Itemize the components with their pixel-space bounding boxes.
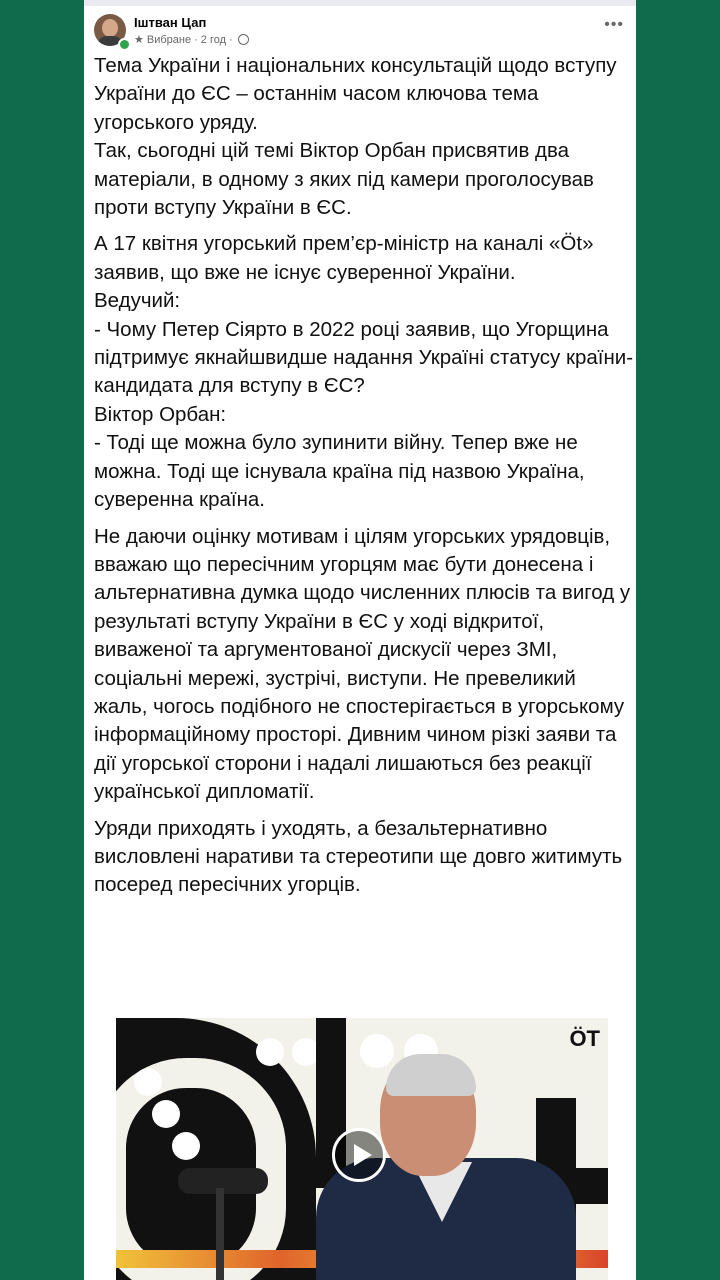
online-status-icon — [118, 38, 131, 51]
post-meta — [134, 33, 249, 46]
speaker-hair — [386, 1054, 476, 1096]
video-thumbnail[interactable] — [116, 1018, 608, 1280]
text-line: Ведучий: — [94, 289, 181, 313]
text-line: Віктор Орбан: — [94, 402, 227, 426]
post-card — [84, 0, 636, 1280]
play-triangle — [354, 1144, 372, 1166]
text-line: - Чому Петер Сіярто в 2022 році заявив, що Угорщина підтримує якнайшвидше надання Україні статусу країни-кандидата для вступу в ЄС? — [94, 317, 634, 398]
text-line: Тема України і національних консультацій щодо вступу України до ЄС – останнім часом ключова тема угорського уряду. — [94, 54, 617, 134]
text-line: Не даючи оцінку мотивам і цілям угорських урядовців, вважаю що пересічним угорцям має бути донесена і альтернативна думка щодо численних плюсів та вигод у результаті вступу України в ЄС у ході відкритої, виваженої та аргументованої дискусії через ЗМІ, соціальні мережі, зустрічі, виступи. Не превеликий жаль, чогось подібного не спостерігається в угорському інформаційному просторі. Дивним чином різкі заяви та дії угорської сторони і надалі лишаються без реакції української дипломатії. — [94, 524, 631, 804]
decor-dot — [134, 1068, 162, 1096]
text-line: - Тоді ще можна було зупинити війну. Тепер вже не можна. Тоді ще існувала країна під назвою Україна, суверенна країна. — [94, 431, 585, 512]
avatar-face — [102, 19, 118, 37]
paragraph — [94, 230, 634, 514]
text-line: Уряди приходять і уходять, а безальтернативно висловлені наративи та стереотипи ще довго житимуть посеред пересічних угорців. — [94, 816, 623, 897]
decor-dot — [172, 1132, 200, 1160]
post-header — [94, 14, 626, 50]
author-name[interactable]: Іштван Цап — [134, 15, 207, 30]
paragraph — [94, 815, 634, 900]
post-text — [94, 52, 634, 908]
channel-logo: ÖT — [569, 1026, 600, 1051]
microphone-stand — [216, 1188, 224, 1280]
more-options-icon[interactable]: ••• — [604, 16, 624, 33]
globe-icon — [238, 34, 249, 45]
meta-separator: · — [194, 33, 198, 46]
text-line: А 17 квітня угорський прем’єр-міністр на каналі «Öt» заявив, що вже не існує суверенної України. — [94, 232, 594, 284]
text-line: Так, сьогодні цій темі Віктор Орбан присвятив два матеріали, в одному з яких під камери проголосував проти вступу України в ЄС. — [94, 139, 594, 220]
meta-separator: · — [229, 33, 233, 46]
post-time[interactable]: 2 год — [200, 33, 227, 46]
favorites-label: Вибране — [146, 33, 192, 46]
paragraph — [94, 523, 634, 807]
decor-dot — [256, 1038, 284, 1066]
star-icon: ★ — [134, 34, 144, 46]
decor-dot — [152, 1100, 180, 1128]
paragraph — [94, 52, 634, 222]
top-divider — [84, 0, 636, 6]
play-icon[interactable] — [332, 1128, 386, 1182]
